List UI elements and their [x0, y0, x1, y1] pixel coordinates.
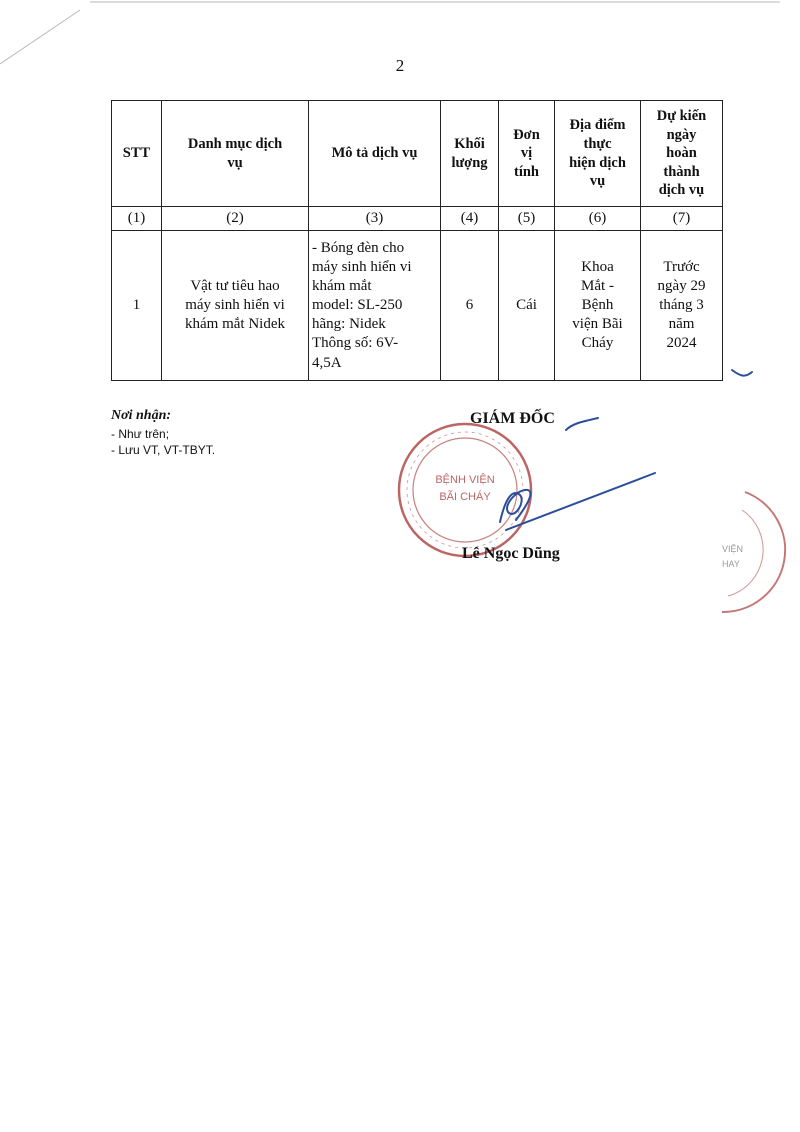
- column-number-cell: (2): [162, 207, 309, 231]
- cell-category: Vật tư tiêu hao máy sinh hiển vi khám mắt Nidek: [162, 231, 309, 381]
- stamp-line2: BÃI CHÁY: [439, 491, 491, 503]
- handwritten-signature-icon: [500, 370, 752, 530]
- recipient-item: - Như trên;: [111, 426, 170, 441]
- header-cell: Đơn vị tính: [499, 101, 555, 207]
- stamp-line1: BỆNH VIỆN: [435, 474, 495, 486]
- recipients-block: [111, 407, 215, 458]
- column-number-cell: (6): [555, 207, 641, 231]
- column-number-cell: (7): [641, 207, 723, 231]
- recipients-title: Nơi nhận:: [111, 408, 172, 423]
- header-cell: Địa điểm thực hiện dịch vụ: [555, 101, 641, 207]
- column-number-row: [112, 207, 723, 231]
- page-number: 2: [395, 56, 405, 75]
- column-number-cell: (3): [309, 207, 441, 231]
- cell-expected-date: Trước ngày 29 tháng 3 năm 2024: [641, 231, 723, 381]
- column-number-cell: (1): [112, 207, 162, 231]
- header-cell: STT: [112, 101, 162, 207]
- table-header-row: [112, 101, 723, 207]
- header-cell: Danh mục dịch vụ: [162, 101, 309, 207]
- director-name: Lê Ngọc Dũng: [462, 545, 560, 562]
- cell-unit: Cái: [499, 231, 555, 381]
- official-stamp-icon: [399, 424, 531, 556]
- cell-description: - Bóng đèn cho máy sinh hiển vi khám mắt model: SL-250 hãng: Nidek Thông số: 6V- 4,5A: [309, 231, 441, 381]
- column-number-cell: (4): [441, 207, 499, 231]
- table-row: [112, 231, 723, 381]
- header-cell: Mô tả dịch vụ: [309, 101, 441, 207]
- cell-quantity: 6: [441, 231, 499, 381]
- column-number-cell: (5): [499, 207, 555, 231]
- director-title: GIÁM ĐỐC: [470, 410, 555, 427]
- partial-stamp-icon: [722, 492, 785, 612]
- cell-location: Khoa Mắt - Bệnh viện Bãi Cháy: [555, 231, 641, 381]
- header-cell: Dự kiến ngày hoàn thành dịch vụ: [641, 101, 723, 207]
- cell-stt: 1: [112, 231, 162, 381]
- service-table: [111, 100, 723, 381]
- scan-edge-marks-icon: [0, 2, 780, 64]
- partial-stamp-line2: HAY: [722, 559, 740, 569]
- partial-stamp-line1: VIỆN: [722, 544, 744, 554]
- recipient-item: - Lưu VT, VT-TBYT.: [111, 443, 216, 458]
- header-cell: Khối lượng: [441, 101, 499, 207]
